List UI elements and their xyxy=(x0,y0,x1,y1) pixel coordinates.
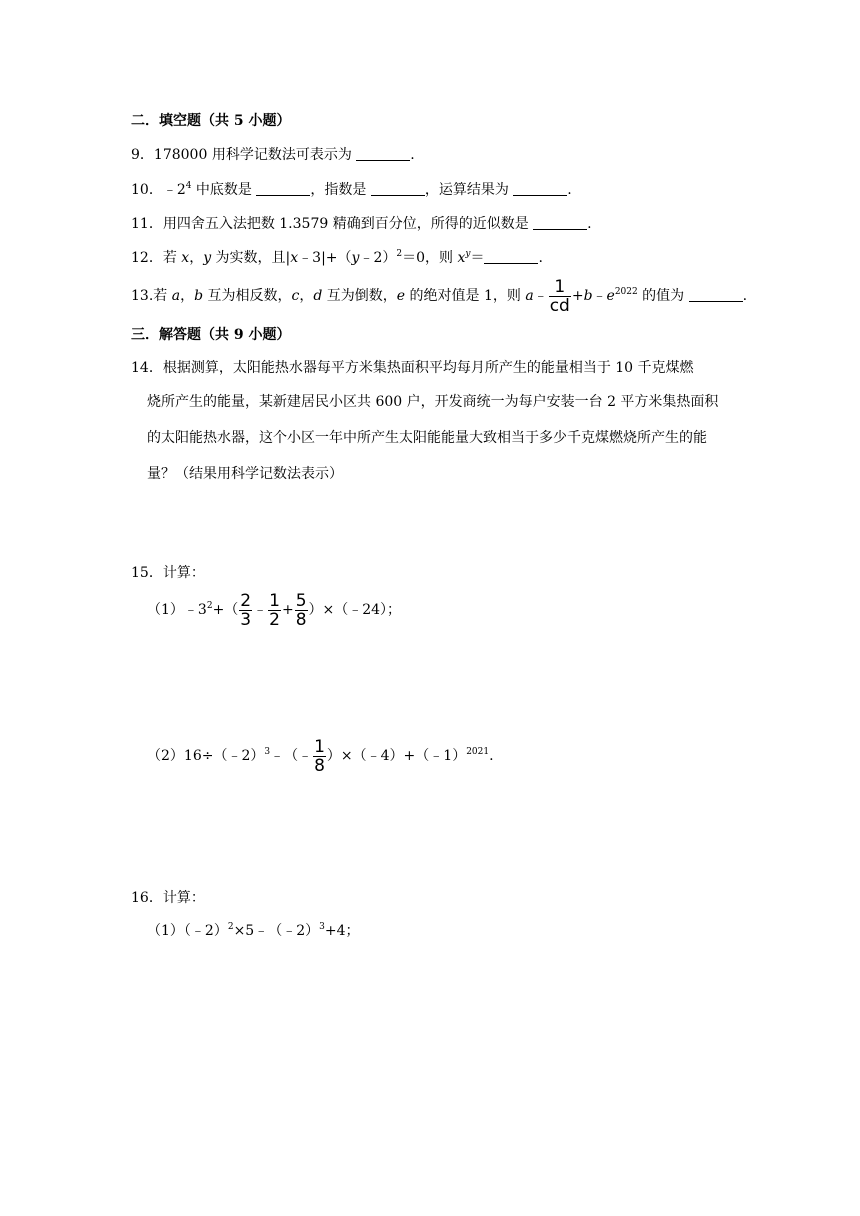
q9-text: 178000 用科学记数法可表示为 xyxy=(153,147,357,163)
q13-answer-blank[interactable] xyxy=(689,287,743,302)
q13-text-d: 的绝对值是 1，则 xyxy=(405,288,526,304)
q12-exponent-y: y xyxy=(465,249,471,259)
q12-answer-blank[interactable] xyxy=(484,249,538,264)
q9-answer-blank[interactable] xyxy=(356,146,410,161)
q13-number: 13. xyxy=(131,288,154,304)
q11-end: . xyxy=(587,216,592,232)
q15-p1-fraction-3 xyxy=(295,592,308,629)
q15-p1-fraction-2 xyxy=(268,592,281,629)
q12-comma: ， xyxy=(189,250,204,266)
q15-p1-open: +（ xyxy=(212,602,239,618)
question-11 xyxy=(131,214,592,234)
q13-var-e: e xyxy=(396,288,406,304)
question-13 xyxy=(131,275,747,317)
q12-var-y: y xyxy=(203,250,212,266)
q15-p2-exponent-1: 3 xyxy=(264,747,271,757)
q15-p2-label: （2）16÷（﹣2） xyxy=(147,748,265,764)
q13-text-a: 若 xyxy=(153,288,172,304)
q10-text-a: 中底数是 xyxy=(191,182,257,198)
question-15 xyxy=(131,563,205,583)
q12-var-x3: x xyxy=(457,250,466,266)
q16-part-1 xyxy=(147,921,359,941)
question-9 xyxy=(131,145,415,165)
q15-p1-tail: ）×（﹣24）； xyxy=(308,602,402,618)
q14-number: 14． xyxy=(131,360,163,376)
q16-p1-text-a: ×5﹣（﹣2） xyxy=(233,923,320,939)
q15-title: 计算： xyxy=(162,565,205,581)
q13-fraction-numerator: 1 xyxy=(549,278,571,297)
q9-number: 9． xyxy=(131,147,154,163)
q9-end: . xyxy=(410,147,415,163)
q12-exponent: 2 xyxy=(396,249,403,259)
q12-text-c: ﹣3|+（ xyxy=(298,250,352,266)
q12-var-x: x xyxy=(181,250,190,266)
q16-title: 计算： xyxy=(162,890,205,906)
q15-p2-exponent-2: 2021 xyxy=(466,747,490,757)
q13-fraction-denominator: cd xyxy=(549,295,570,316)
q13-var-c: c xyxy=(291,288,300,304)
q11-number: 11． xyxy=(131,216,163,232)
q15-p2-text-b: ）×（﹣4）+（﹣1） xyxy=(326,748,467,764)
q10-blank-result[interactable] xyxy=(513,181,567,196)
q13-comma-1: ， xyxy=(180,288,195,304)
q16-p1-label: （1）（﹣2） xyxy=(147,923,228,939)
q13-text-b: 互为相反数， xyxy=(203,288,292,304)
q13-text-c: 互为倒数， xyxy=(322,288,397,304)
q13-comma-2: ， xyxy=(299,288,314,304)
q12-text-d: ﹣2） xyxy=(359,250,397,266)
q12-var-y2: y xyxy=(351,250,360,266)
q15-p1-fraction-1 xyxy=(239,592,252,629)
q10-blank-base[interactable] xyxy=(256,181,310,196)
question-10 xyxy=(131,180,572,200)
q16-p1-exponent-1: 2 xyxy=(227,922,234,932)
q15-p2-fraction xyxy=(313,738,326,775)
q15-number: 15． xyxy=(131,565,163,581)
q12-equals: ＝ xyxy=(470,250,485,266)
q15-p1-f3-num: 5 xyxy=(295,590,307,611)
q10-text-b: ，指数是 xyxy=(310,182,371,198)
q13-plus: + xyxy=(571,288,584,304)
q13-end: . xyxy=(742,288,748,304)
q15-part-1 xyxy=(147,588,401,632)
q16-number: 16． xyxy=(131,890,163,906)
q16-p1-text-b: +4； xyxy=(324,923,360,939)
q13-var-a: a xyxy=(171,288,181,304)
q10-number: 10． xyxy=(131,182,163,198)
q15-p1-minus: ﹣ xyxy=(253,602,268,618)
q13-var-b2: b xyxy=(583,288,593,304)
q15-p1-label: （1）﹣3 xyxy=(147,602,207,618)
q14-text-line-1: 根据测算，太阳能热水器每平方米集热面积平均每月所产生的能量相当于 10 千克煤燃 xyxy=(162,360,694,376)
q15-part-2 xyxy=(147,734,494,778)
q15-p2-text-a: ﹣（﹣ xyxy=(270,748,313,764)
q12-text-b: 为实数，且| xyxy=(211,250,291,266)
q10-base: ﹣2 xyxy=(162,182,186,198)
q15-p1-f2-den: 2 xyxy=(269,609,280,630)
q14-text-rest: 烧所产生的能量，某新建居民小区共 600 户，开发商统一为每户安装一台 2 平方米集热面积的太阳能热水器，这个小区一年中所产生太阳能能量大致相当于多少千克煤燃烧所产生的能量？（结果用科学记数法表示） xyxy=(147,394,719,482)
q13-fraction xyxy=(549,278,571,315)
q12-number: 12． xyxy=(131,250,163,266)
q13-var-d: d xyxy=(313,288,323,304)
q13-exponent: 2022 xyxy=(614,287,638,297)
q10-end: . xyxy=(567,182,572,198)
q10-blank-exponent[interactable] xyxy=(371,181,425,196)
q15-p2-f-den: 8 xyxy=(314,755,325,776)
q15-p1-f1-num: 2 xyxy=(240,590,252,611)
q15-p2-end: . xyxy=(489,748,494,764)
q12-text-a: 若 xyxy=(162,250,182,266)
section-3-title: 三．解答题（共 9 小题） xyxy=(131,327,291,343)
question-14-line-1 xyxy=(131,358,694,378)
q11-text: 用四舍五入法把数 1.3579 精确到百分位，所得的近似数是 xyxy=(162,216,534,232)
q13-var-a2: a xyxy=(525,288,534,304)
q12-end: . xyxy=(538,250,543,266)
question-16 xyxy=(131,888,205,908)
q16-p1-exponent-2: 3 xyxy=(319,922,325,932)
q13-var-e2: e xyxy=(606,288,615,304)
q10-exponent: 4 xyxy=(185,181,192,191)
q13-var-b: b xyxy=(194,288,204,304)
q15-p2-f-num: 1 xyxy=(314,736,325,757)
section-2-title: 二．填空题（共 5 小题） xyxy=(131,113,291,129)
q12-var-x2: x xyxy=(290,250,299,266)
q13-text-e: 的值为 xyxy=(637,288,689,304)
q15-p1-plus: + xyxy=(281,602,294,618)
q13-minus-2: ﹣ xyxy=(592,288,607,304)
q13-minus: ﹣ xyxy=(533,288,548,304)
q12-text-e: ＝0，则 xyxy=(402,250,458,266)
q15-p1-f1-den: 3 xyxy=(240,609,252,630)
q10-text-c: ，运算结果为 xyxy=(424,182,514,198)
q15-p1-exponent: 2 xyxy=(206,601,213,611)
question-12 xyxy=(131,248,543,268)
q11-answer-blank[interactable] xyxy=(533,215,587,230)
q15-p1-f2-num: 1 xyxy=(269,590,280,611)
q15-p1-f3-den: 8 xyxy=(295,609,307,630)
